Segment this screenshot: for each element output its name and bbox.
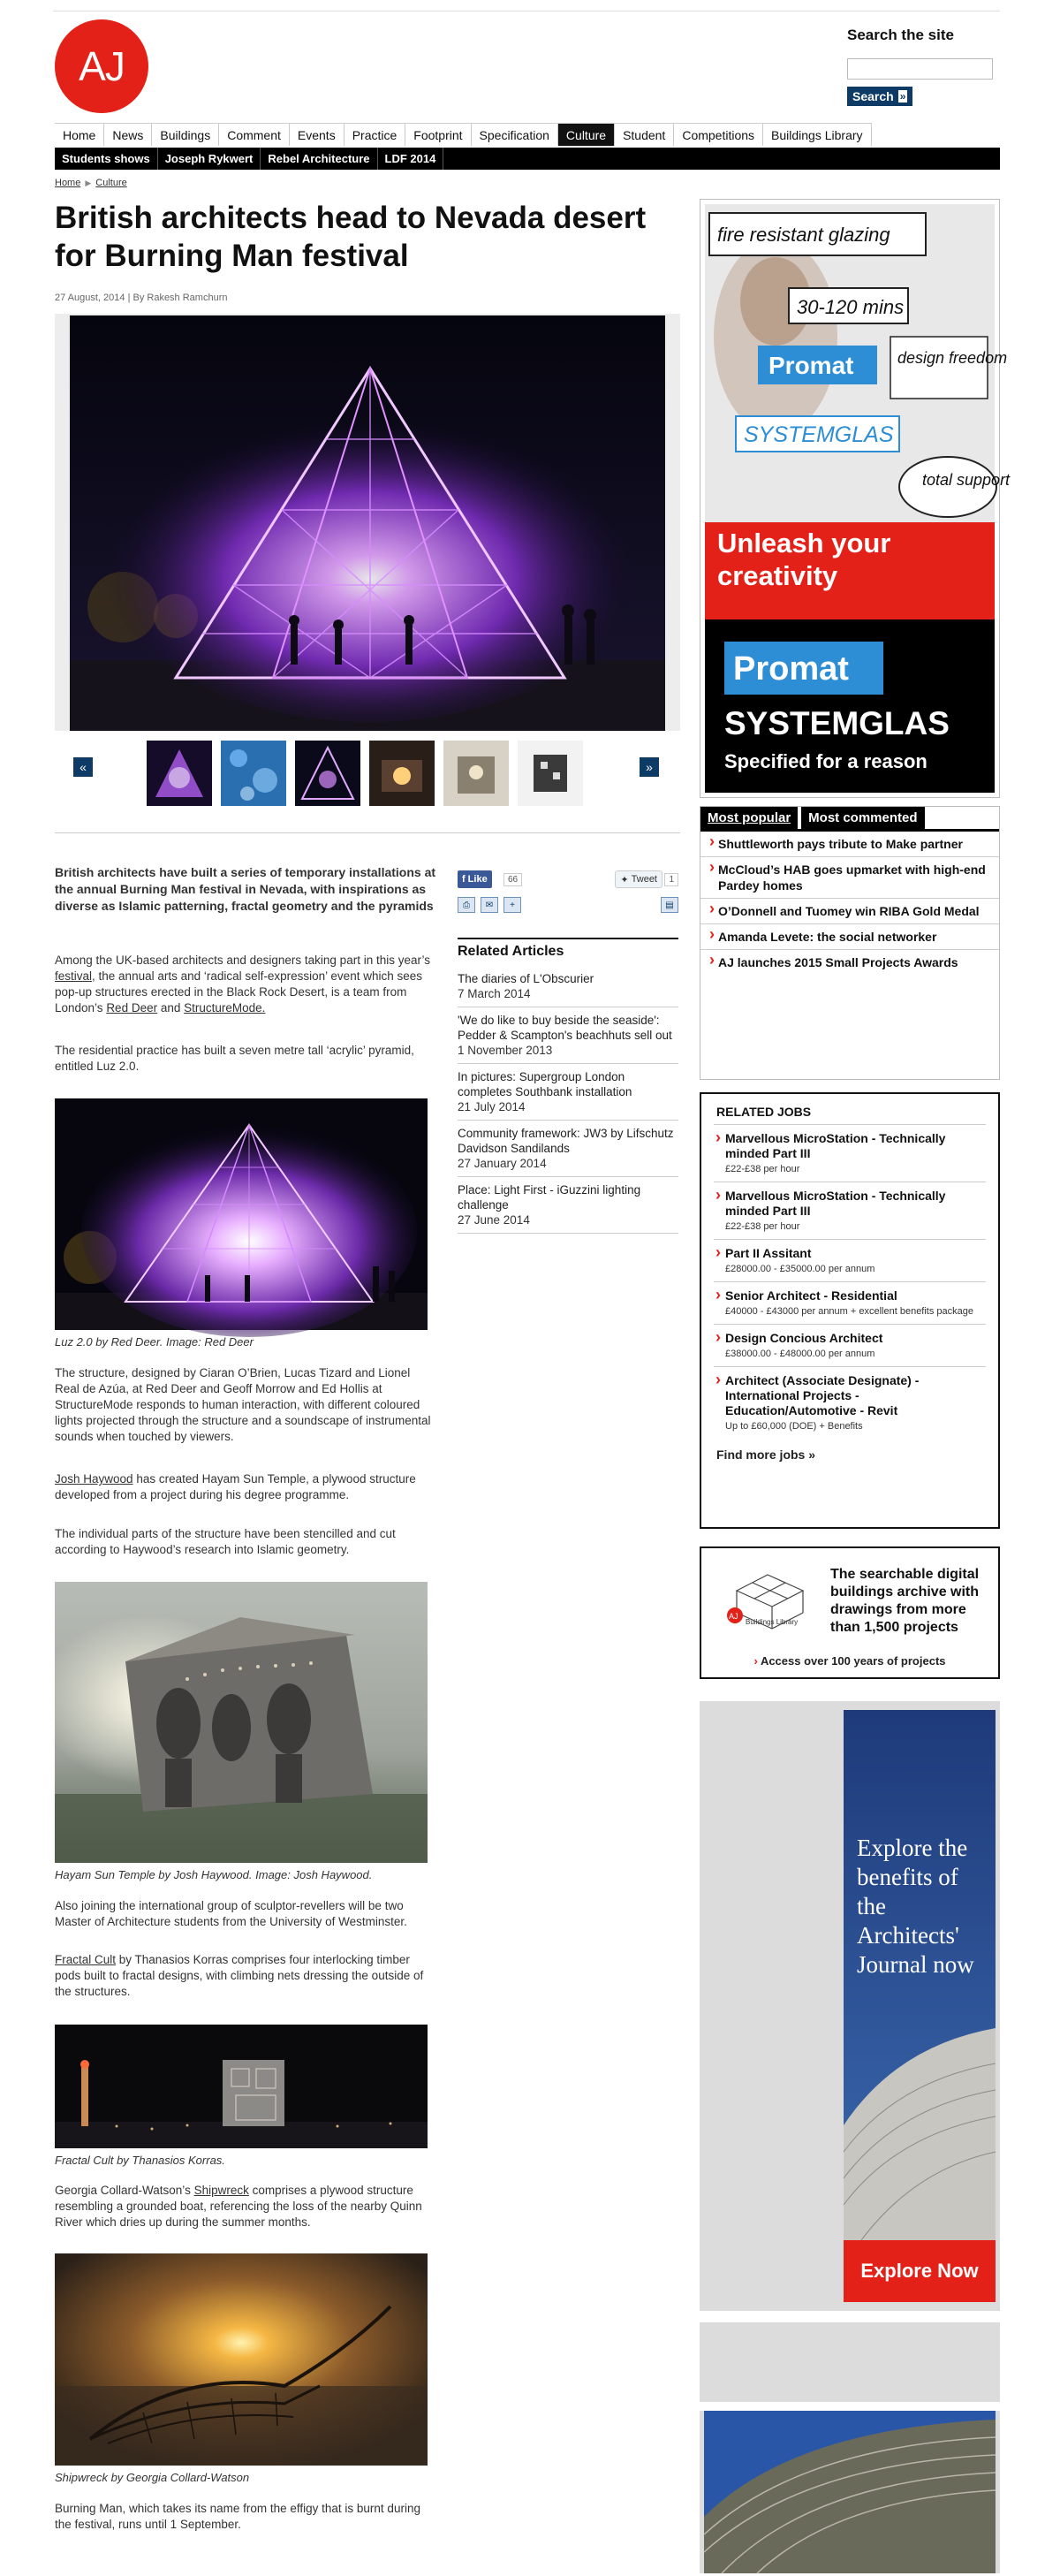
facebook-like-button[interactable]: f Like xyxy=(458,870,492,888)
nav-buildings[interactable]: Buildings xyxy=(152,124,219,146)
related-articles xyxy=(458,938,678,1234)
nav-buildings-library[interactable]: Buildings Library xyxy=(763,124,872,146)
search-input[interactable] xyxy=(847,58,993,80)
article-byline: 27 August, 2014 | By Rakesh Ramchurn xyxy=(55,293,228,303)
buildings-library-logo xyxy=(719,1564,816,1635)
popular-item[interactable]: › Shuttleworth pays tribute to Make partner xyxy=(700,832,999,857)
article-paragraph-4: Josh Haywood has created Hayam Sun Temple, a plywood structure developed from a project during his degree programme. xyxy=(55,1472,416,1501)
chevron-right-icon: » xyxy=(899,90,906,103)
breadcrumb xyxy=(55,178,127,188)
breadcrumb-culture[interactable]: Culture xyxy=(95,178,127,188)
link-festival[interactable]: festival xyxy=(55,969,93,983)
tweet-button[interactable]: ✦ Tweet xyxy=(615,870,662,888)
subnav-joseph-rykwert[interactable]: Joseph Rykwert xyxy=(158,148,261,170)
article-intro: British architects have built a series of temporary installations at the annual Burning Man festival in Nevada, with inspirations as diverse as Islamic patterning, fractal geometry and the pyramids xyxy=(55,865,436,913)
thumbnail-5[interactable] xyxy=(443,741,509,806)
nav-competitions[interactable]: Competitions xyxy=(674,124,763,146)
figure-caption-fractal-cult: Fractal Cult by Thanasios Korras. xyxy=(55,2154,225,2167)
thumbnail-2[interactable] xyxy=(221,741,286,806)
thumbnail-1[interactable] xyxy=(147,741,212,806)
job-listing[interactable]: › Senior Architect - Residential £40000 - £43000 per annum + excellent benefits package xyxy=(714,1281,986,1324)
promat-advert[interactable] xyxy=(700,199,1011,798)
ad-text-design-freedom: design freedom xyxy=(897,349,1008,367)
article-paragraph-3: The structure, designed by Ciaran O’Brien, Lucas Tizard and Lionel Real de Azúa, at Red Deer and Geoff Morrow and Ed Hollis at StructureMode responds to human interaction, with different coloured lights projected through the structure and a soundscape of instrumental sounds when touched by viewers. xyxy=(55,1366,431,1443)
popular-item[interactable]: › AJ launches 2015 Small Projects Awards xyxy=(700,950,999,975)
tab-most-commented[interactable]: Most commented xyxy=(801,807,924,829)
buildings-library-promo[interactable] xyxy=(700,1546,1000,1679)
related-jobs-panel xyxy=(700,1092,1000,1529)
link-red-deer[interactable]: Red Deer xyxy=(106,1001,158,1014)
job-listing[interactable]: › Marvellous MicroStation - Technically minded Part III £22-£38 per hour xyxy=(714,1182,986,1239)
job-listing[interactable]: › Architect (Associate Designate) - International Projects - Education/Automotive - Revit Up to £60,000 (DOE) + Benefits xyxy=(714,1366,986,1439)
nav-specification[interactable]: Specification xyxy=(472,124,558,146)
explore-now-button[interactable]: Explore Now xyxy=(860,2260,979,2282)
gallery-next-button[interactable]: » xyxy=(640,757,659,777)
svg-text:Buildings Library: Buildings Library xyxy=(746,1618,799,1626)
nav-culture[interactable]: Culture xyxy=(558,124,615,146)
aj-logo[interactable]: AJ xyxy=(55,19,148,113)
ad-brand-top: Promat xyxy=(768,352,854,379)
figure-sun-temple-image xyxy=(55,1582,428,1863)
breadcrumb-home[interactable]: Home xyxy=(55,178,81,188)
article-paragraph-9: Burning Man, which takes its name from the effigy that is burnt during the festival, runs until 1 September. xyxy=(55,2502,420,2531)
sub-nav xyxy=(55,148,1000,170)
main-nav xyxy=(55,123,872,146)
aj-advert[interactable] xyxy=(700,1701,1000,2311)
related-article[interactable]: Community framework: JW3 by Lifschutz Davidson Sandilands 27 January 2014 xyxy=(458,1121,678,1177)
link-fractal-cult[interactable]: Fractal Cult xyxy=(55,1953,117,1966)
link-shipwreck[interactable]: Shipwreck xyxy=(193,2184,249,2197)
breadcrumb-arrow-icon: ▶ xyxy=(85,178,92,187)
link-structuremode[interactable]: StructureMode. xyxy=(184,1001,266,1014)
twitter-bird-icon: ✦ xyxy=(620,874,629,885)
article-paragraph-7: Fractal Cult by Thanasios Korras comprises four interlocking timber pods built to fractal designs, with climbing nets dressing the outside of the structures. xyxy=(55,1953,424,1998)
figure-fractal-cult-image xyxy=(55,2025,428,2148)
related-jobs-title: RELATED JOBS xyxy=(716,1105,812,1119)
article-paragraph-2: The residential practice has built a seven metre tall ‘acrylic’ pyramid, entitled Luz 2.0. xyxy=(55,1044,414,1073)
share-icon[interactable]: + xyxy=(504,897,521,913)
thumbnail-4[interactable] xyxy=(369,741,435,806)
popular-item[interactable]: › McCloud’s HAB goes upmarket with high-end Pardey homes xyxy=(700,857,999,899)
gallery-thumbnails xyxy=(55,741,680,794)
ad-text-fire-resistant: fire resistant glazing xyxy=(717,224,890,246)
related-article[interactable]: The diaries of L'Obscurier 7 March 2014 xyxy=(458,966,678,1007)
search-title: Search the site xyxy=(847,27,954,43)
ad-text-total-support: total support xyxy=(922,471,1011,489)
article-paragraph-8: Georgia Collard-Watson’s Shipwreck comprises a plywood structure resembling a grounded boat, referencing the loss of the nearby Quinn River which dries up during the summer months. xyxy=(55,2184,422,2229)
ad-product-top: SYSTEMGLAS xyxy=(744,422,894,447)
figure-shipwreck-image xyxy=(55,2253,428,2466)
ad-headline: Unleash your creativity xyxy=(717,528,891,591)
search-button-label: Search xyxy=(852,89,894,103)
subnav-ldf-2014[interactable]: LDF 2014 xyxy=(378,148,444,170)
social-tools xyxy=(458,870,678,915)
article-title: British architects head to Nevada desert for Burning Man festival xyxy=(55,201,647,273)
nav-events[interactable]: Events xyxy=(290,124,344,146)
related-article[interactable]: Place: Light First - iGuzzini lighting challenge 27 June 2014 xyxy=(458,1177,678,1234)
aj-advert-panel xyxy=(844,1710,996,2302)
gallery-prev-button[interactable]: « xyxy=(73,757,93,777)
article-paragraph-1: Among the UK-based architects and designers taking part in this year’s festival, the annual arts and ‘radical self-expression’ event which sees pop-up structures erected in the Black Rock Desert, is a team from London’s Red Deer and StructureMode. xyxy=(55,954,430,1014)
advert-building-image[interactable] xyxy=(700,2411,1000,2573)
aj-advert-text: Explore the benefits of the Architects' Journal now xyxy=(857,1835,974,1978)
search-button[interactable] xyxy=(847,87,912,106)
tab-most-popular[interactable]: Most popular xyxy=(700,807,798,829)
nav-news[interactable]: News xyxy=(104,124,152,146)
figure-caption-luz: Luz 2.0 by Red Deer. Image: Red Deer xyxy=(55,1335,254,1349)
find-more-jobs-link[interactable]: Find more jobs » xyxy=(716,1448,816,1462)
nav-practice[interactable]: Practice xyxy=(344,124,406,146)
job-listing[interactable]: › Part II Assitant £28000.00 - £35000.00 per annum xyxy=(714,1239,986,1281)
buildings-library-text: The searchable digital buildings archive with drawings from more than 1,500 projects xyxy=(830,1567,980,1635)
ad-brand-bottom: Promat xyxy=(733,650,849,688)
popular-item[interactable]: › Amanda Levete: the social networker xyxy=(700,924,999,950)
related-article[interactable]: 'We do like to buy beside the seaside': Pedder & Scampton's beachhuts sell out 1 November 2013 xyxy=(458,1007,678,1064)
figure-caption-sun-temple: Hayam Sun Temple by Josh Haywood. Image: Josh Haywood. xyxy=(55,1868,373,1881)
thumbnail-6[interactable] xyxy=(518,741,583,806)
save-icon[interactable]: ▤ xyxy=(661,897,678,913)
related-article[interactable]: In pictures: Supergroup London completes Southbank installation 21 July 2014 xyxy=(458,1064,678,1121)
most-popular-panel xyxy=(700,806,1000,1080)
svg-text:AJ: AJ xyxy=(729,1612,738,1621)
ad-tagline: Specified for a reason xyxy=(724,750,928,772)
article-paragraph-6: Also joining the international group of sculptor-revellers will be two Master of Architecture students from the University of Westminster. xyxy=(55,1899,407,1928)
buildings-library-access-link[interactable]: › Access over 100 years of projects xyxy=(701,1654,998,1668)
nav-home[interactable]: Home xyxy=(55,124,104,146)
thumbnail-3[interactable] xyxy=(295,741,360,806)
like-count: 66 xyxy=(504,871,522,885)
link-josh-haywood[interactable]: Josh Haywood xyxy=(55,1472,133,1486)
nav-comment[interactable]: Comment xyxy=(219,124,290,146)
email-icon[interactable]: ✉ xyxy=(481,897,498,913)
nav-student[interactable]: Student xyxy=(615,124,674,146)
ad-product-bottom: SYSTEMGLAS xyxy=(724,705,950,741)
nav-footprint[interactable]: Footprint xyxy=(405,124,471,146)
subnav-rebel-architecture[interactable]: Rebel Architecture xyxy=(261,148,377,170)
article-paragraph-5: The individual parts of the structure have been stencilled and cut according to Haywood’s research into Islamic geometry. xyxy=(55,1527,396,1556)
popular-item[interactable]: › O’Donnell and Tuomey win RIBA Gold Medal xyxy=(700,899,999,924)
figure-luz-image xyxy=(55,1098,428,1330)
gallery-main-image[interactable] xyxy=(70,315,665,731)
advert-placeholder xyxy=(700,2322,1000,2402)
related-articles-title: Related Articles xyxy=(458,938,678,966)
subnav-students-shows[interactable]: Students shows xyxy=(55,148,158,170)
ad-text-mins: 30-120 mins xyxy=(797,296,905,318)
tweet-count: 1 xyxy=(664,871,678,885)
thumbs-up-icon: f xyxy=(462,874,466,885)
print-icon[interactable]: ⎙ xyxy=(458,897,475,913)
job-listing[interactable]: › Marvellous MicroStation - Technically minded Part III £22-£38 per hour xyxy=(714,1124,986,1182)
job-listing[interactable]: › Design Concious Architect £38000.00 - £48000.00 per annum xyxy=(714,1324,986,1366)
image-gallery xyxy=(55,314,680,731)
advert-building-photo xyxy=(704,2411,996,2573)
figure-caption-shipwreck: Shipwreck by Georgia Collard-Watson xyxy=(55,2471,250,2484)
